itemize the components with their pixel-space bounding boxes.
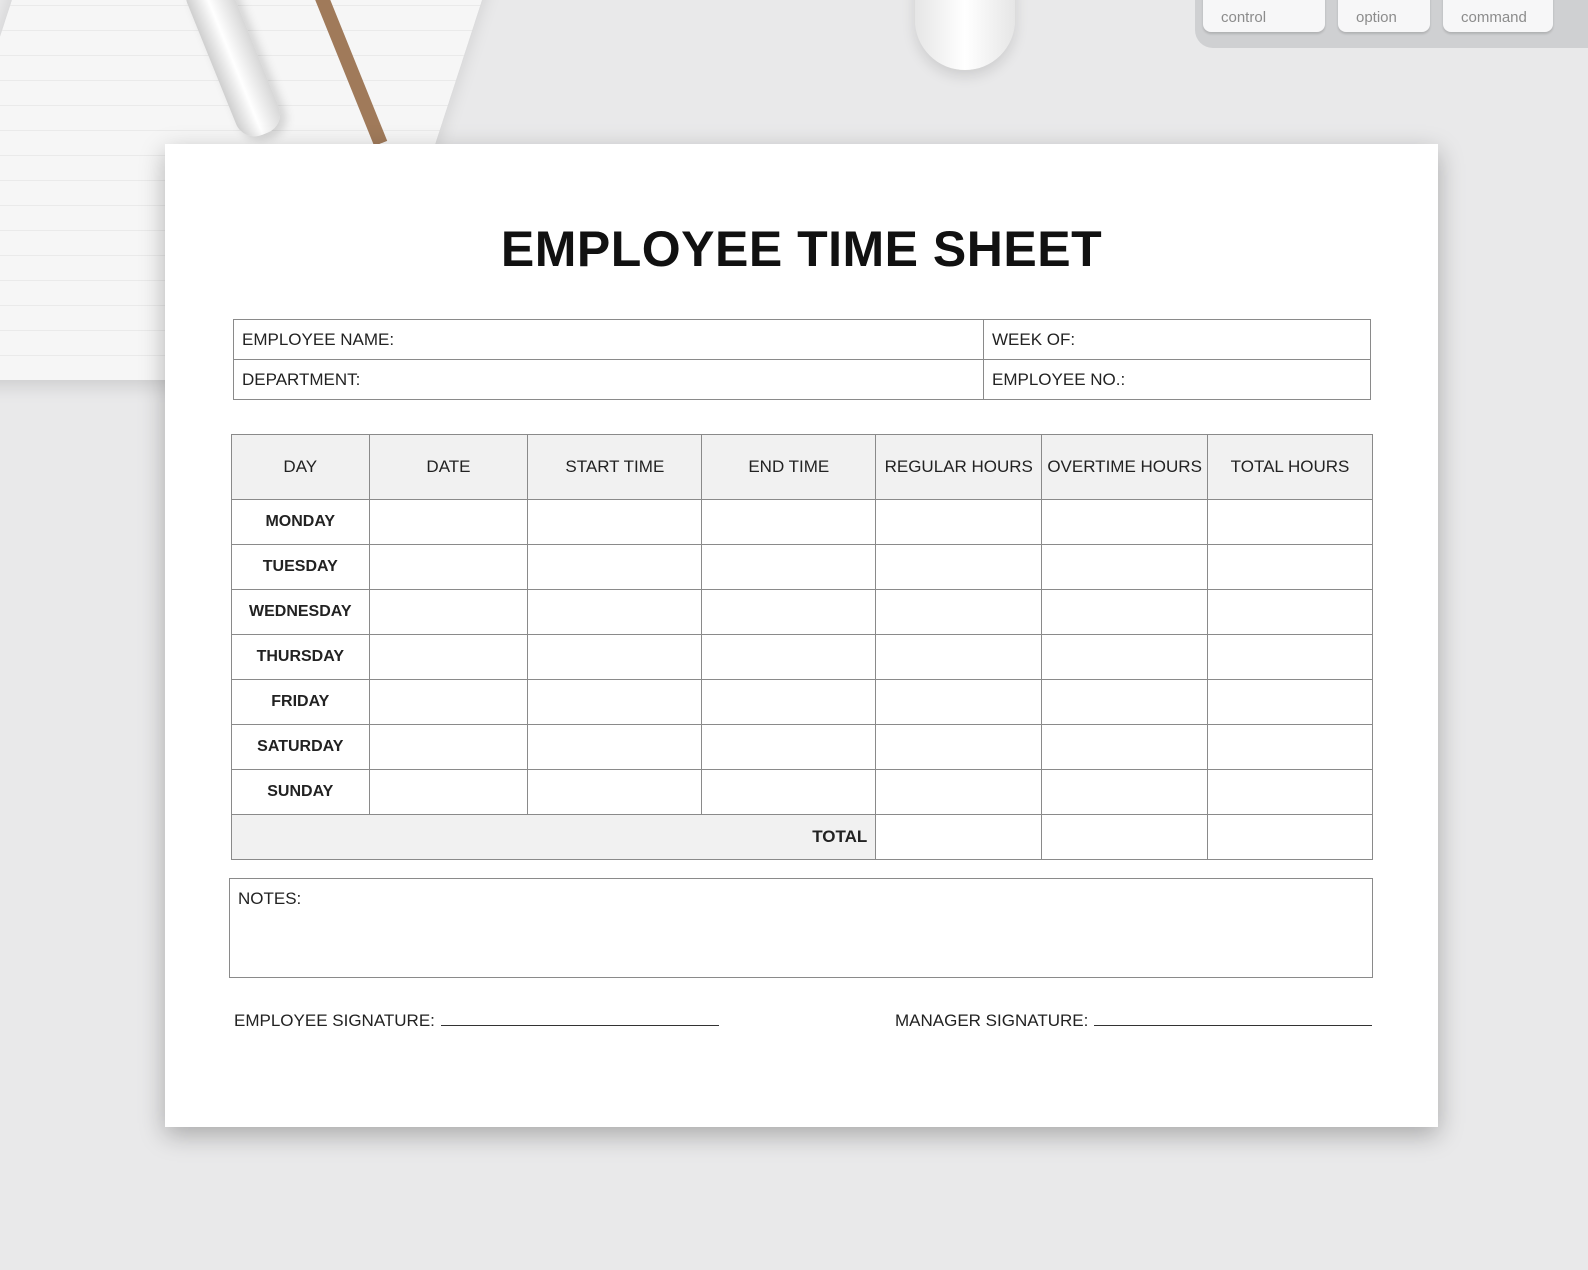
key-control: control bbox=[1203, 0, 1325, 32]
header-row bbox=[232, 435, 1373, 500]
column-header-day: DAY bbox=[232, 435, 370, 500]
day-label: WEDNESDAY bbox=[232, 590, 370, 635]
employee-no-field[interactable]: EMPLOYEE NO.: bbox=[984, 360, 1371, 400]
cell[interactable] bbox=[1208, 770, 1373, 815]
key-command: command bbox=[1443, 0, 1553, 32]
cell[interactable] bbox=[702, 635, 876, 680]
cell[interactable] bbox=[528, 635, 702, 680]
cell[interactable] bbox=[1042, 590, 1208, 635]
cell[interactable] bbox=[528, 725, 702, 770]
table-row bbox=[232, 590, 1373, 635]
day-label: SUNDAY bbox=[232, 770, 370, 815]
table-row bbox=[232, 770, 1373, 815]
cell[interactable] bbox=[1042, 635, 1208, 680]
cell[interactable] bbox=[369, 590, 528, 635]
table-row bbox=[232, 635, 1373, 680]
notes-box[interactable] bbox=[229, 878, 1373, 978]
cell[interactable] bbox=[876, 725, 1042, 770]
table-row bbox=[232, 500, 1373, 545]
employee-name-field[interactable]: EMPLOYEE NAME: bbox=[234, 320, 984, 360]
cell[interactable] bbox=[369, 770, 528, 815]
cell[interactable] bbox=[702, 590, 876, 635]
cell[interactable] bbox=[528, 500, 702, 545]
cell[interactable] bbox=[369, 635, 528, 680]
total-total-hours-cell[interactable] bbox=[1208, 815, 1373, 860]
total-regular-hours-cell[interactable] bbox=[876, 815, 1042, 860]
day-label: MONDAY bbox=[232, 500, 370, 545]
total-row bbox=[232, 815, 1373, 860]
cell[interactable] bbox=[702, 725, 876, 770]
mouse bbox=[915, 0, 1015, 70]
cell[interactable] bbox=[528, 680, 702, 725]
manager-signature bbox=[895, 1011, 1372, 1031]
manager-signature-label: MANAGER SIGNATURE: bbox=[895, 1011, 1089, 1030]
employee-signature-line[interactable] bbox=[441, 1011, 719, 1026]
cell[interactable] bbox=[876, 545, 1042, 590]
cell[interactable] bbox=[1042, 500, 1208, 545]
cell[interactable] bbox=[876, 635, 1042, 680]
time-sheet-paper bbox=[165, 144, 1438, 1127]
cell[interactable] bbox=[369, 680, 528, 725]
employee-signature-label: EMPLOYEE SIGNATURE: bbox=[234, 1011, 435, 1030]
cell[interactable] bbox=[702, 770, 876, 815]
table-row bbox=[232, 725, 1373, 770]
employee-info-table bbox=[233, 319, 1371, 400]
table-row bbox=[232, 545, 1373, 590]
day-label: FRIDAY bbox=[232, 680, 370, 725]
hours-table bbox=[231, 434, 1373, 860]
column-header-start-time: START TIME bbox=[528, 435, 702, 500]
column-header-date: DATE bbox=[369, 435, 528, 500]
column-header-regular-hours: REGULAR HOURS bbox=[876, 435, 1042, 500]
cell[interactable] bbox=[528, 770, 702, 815]
cell[interactable] bbox=[876, 770, 1042, 815]
cell[interactable] bbox=[702, 500, 876, 545]
week-of-field[interactable]: WEEK OF: bbox=[984, 320, 1371, 360]
cell[interactable] bbox=[1042, 680, 1208, 725]
sheet-title: EMPLOYEE TIME SHEET bbox=[500, 221, 1103, 277]
cell[interactable] bbox=[369, 725, 528, 770]
cell[interactable] bbox=[876, 500, 1042, 545]
cell[interactable] bbox=[876, 680, 1042, 725]
cell[interactable] bbox=[1208, 725, 1373, 770]
cell[interactable] bbox=[1208, 635, 1373, 680]
cell[interactable] bbox=[1042, 770, 1208, 815]
keyboard bbox=[1195, 0, 1588, 48]
employee-signature bbox=[234, 1011, 719, 1031]
table-row bbox=[232, 680, 1373, 725]
total-overtime-hours-cell[interactable] bbox=[1042, 815, 1208, 860]
cell[interactable] bbox=[528, 590, 702, 635]
cell[interactable] bbox=[1042, 545, 1208, 590]
cell[interactable] bbox=[1042, 725, 1208, 770]
cell[interactable] bbox=[369, 500, 528, 545]
cell[interactable] bbox=[1208, 500, 1373, 545]
column-header-total-hours: TOTAL HOURS bbox=[1208, 435, 1373, 500]
department-field[interactable]: DEPARTMENT: bbox=[234, 360, 984, 400]
day-label: SATURDAY bbox=[232, 725, 370, 770]
cell[interactable] bbox=[702, 680, 876, 725]
total-label: TOTAL bbox=[232, 815, 876, 860]
cell[interactable] bbox=[876, 590, 1042, 635]
cell[interactable] bbox=[1208, 545, 1373, 590]
cell[interactable] bbox=[1208, 590, 1373, 635]
cell[interactable] bbox=[1208, 680, 1373, 725]
day-label: TUESDAY bbox=[232, 545, 370, 590]
column-header-overtime-hours: OVERTIME HOURS bbox=[1042, 435, 1208, 500]
column-header-end-time: END TIME bbox=[702, 435, 876, 500]
cell[interactable] bbox=[369, 545, 528, 590]
day-label: THURSDAY bbox=[232, 635, 370, 680]
cell[interactable] bbox=[528, 545, 702, 590]
manager-signature-line[interactable] bbox=[1094, 1011, 1372, 1026]
cell[interactable] bbox=[702, 545, 876, 590]
notes-label: NOTES: bbox=[238, 889, 302, 908]
key-option: option bbox=[1338, 0, 1430, 32]
